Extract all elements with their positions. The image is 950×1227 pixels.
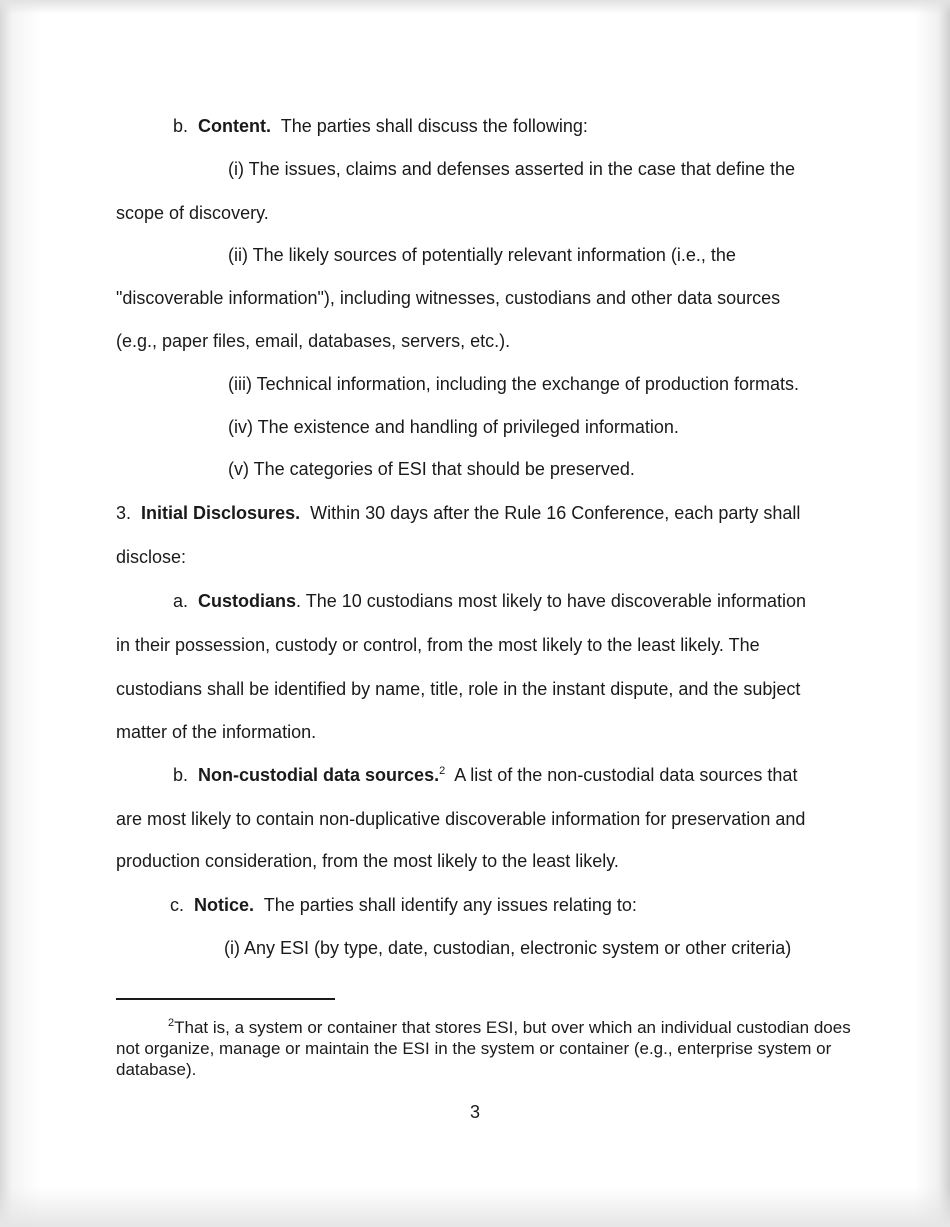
notice-text: The parties shall identify any issues relating to: xyxy=(263,895,637,915)
section-3-heading: Initial Disclosures. xyxy=(141,503,301,523)
custodians-line1 xyxy=(173,590,806,612)
scan-shadow-top xyxy=(0,0,950,14)
footnote xyxy=(116,1017,856,1080)
noncustodial-text: A list of the non-custodial data sources that xyxy=(454,765,798,785)
content-ii-line2: "discoverable information"), including witnesses, custodians and other data sources xyxy=(116,288,781,308)
custodians-line3: custodians shall be identified by name, title, role in the instant dispute, and the subject xyxy=(116,679,801,699)
noncustodial-line2: are most likely to contain non-duplicative discoverable information for preservation and xyxy=(116,809,806,829)
notice-label: c. xyxy=(170,895,185,915)
content-label: b. xyxy=(173,116,189,136)
custodians-text: . The 10 custodians most likely to have discoverable information xyxy=(296,591,806,611)
scan-shadow-bottom xyxy=(0,1187,950,1227)
custodians-heading: Custodians xyxy=(198,591,297,611)
footnote-marker: 2 xyxy=(168,1017,175,1029)
custodians-line4: matter of the information. xyxy=(116,722,317,742)
custodians-label: a. xyxy=(173,591,189,611)
content-subheading-line xyxy=(173,115,588,137)
noncustodial-heading: Non-custodial data sources. xyxy=(198,765,440,785)
content-i-line2: scope of discovery. xyxy=(116,203,269,223)
footnote-text: That is, a system or container that stores ESI, but over which an individual custodian does not organize, manage or maintain the ESI in the system or container (e.g., enterprise system or database). xyxy=(116,1018,851,1079)
custodians-line2: in their possession, custody or control, from the most likely to the least likely. The xyxy=(116,635,760,655)
content-ii-line1: (ii) The likely sources of potentially relevant information (i.e., the xyxy=(228,245,736,265)
page-number: 3 xyxy=(469,1102,480,1122)
content-text: The parties shall discuss the following: xyxy=(280,116,588,136)
footnote-divider xyxy=(116,998,335,1000)
section-3-line2: disclose: xyxy=(116,547,187,567)
notice-i: (i) Any ESI (by type, date, custodian, electronic system or other criteria) xyxy=(224,938,792,958)
content-iii: (iii) Technical information, including the exchange of production formats. xyxy=(228,374,799,394)
content-i-line1: (i) The issues, claims and defenses asserted in the case that define the xyxy=(228,159,795,179)
section-3-heading-line xyxy=(116,502,800,524)
noncustodial-line3: production consideration, from the most likely to the least likely. xyxy=(116,851,619,871)
footnote-reference: 2 xyxy=(439,765,446,777)
noncustodial-label: b. xyxy=(173,765,189,785)
content-v: (v) The categories of ESI that should be preserved. xyxy=(228,459,635,479)
notice-heading: Notice. xyxy=(194,895,255,915)
section-3-number: 3. xyxy=(116,503,132,523)
section-3-text: Within 30 days after the Rule 16 Conference, each party shall xyxy=(310,503,801,523)
content-ii-line3: (e.g., paper files, email, databases, servers, etc.). xyxy=(116,331,511,351)
noncustodial-line1 xyxy=(173,764,797,786)
notice-line xyxy=(170,894,637,916)
content-iv: (iv) The existence and handling of privileged information. xyxy=(228,417,679,437)
content-heading: Content. xyxy=(198,116,272,136)
